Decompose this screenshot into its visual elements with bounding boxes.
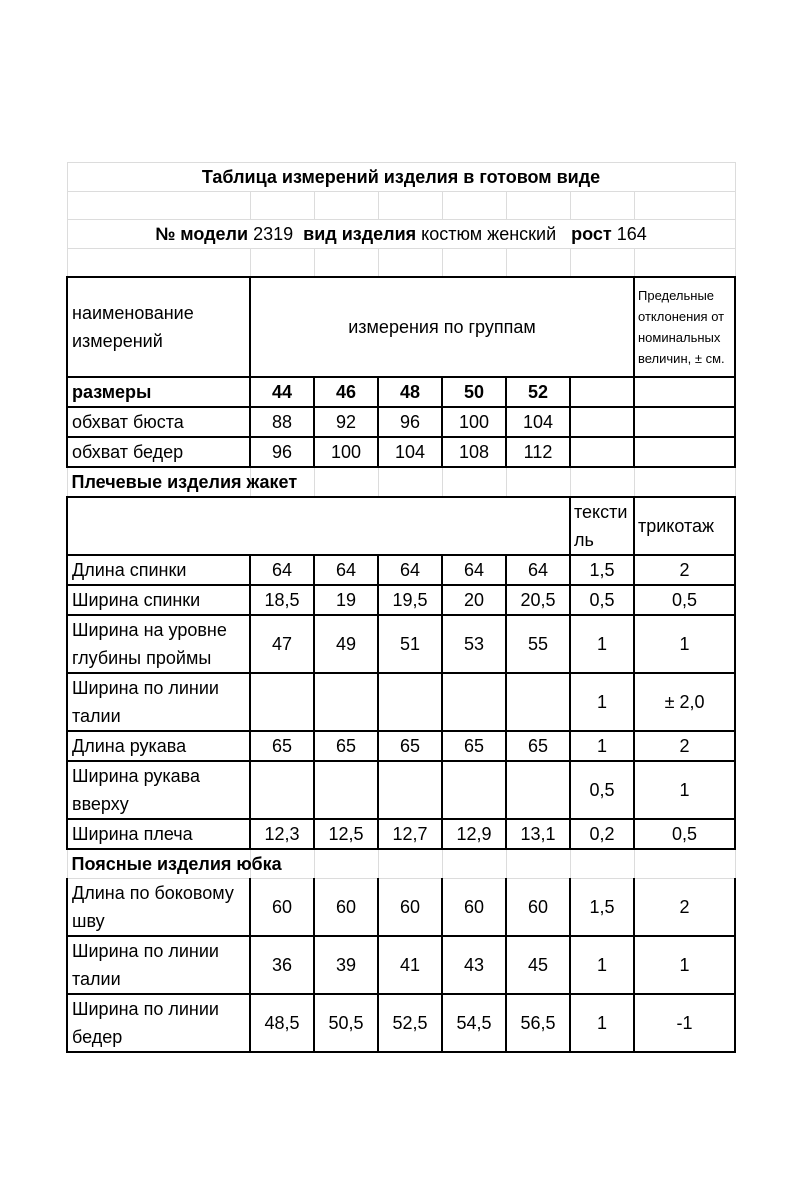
value-cell: 19	[314, 585, 378, 615]
knit-tolerance-cell: 1	[634, 761, 735, 819]
height-label: рост	[571, 224, 612, 244]
textile-tolerance-cell: 1	[570, 615, 634, 673]
sizes-row	[67, 377, 735, 407]
jacket-rows	[67, 555, 735, 849]
value-cell: 47	[250, 615, 314, 673]
value-cell: 100	[442, 407, 506, 437]
product-type-label: вид изделия	[303, 224, 417, 244]
knit-tolerance-cell: 1	[634, 615, 735, 673]
value-cell: 48,5	[250, 994, 314, 1052]
textile-tolerance-cell: 1	[570, 673, 634, 731]
value-cell: 12,3	[250, 819, 314, 849]
value-cell: 64	[378, 555, 442, 585]
value-cell: 12,5	[314, 819, 378, 849]
value-cell: 54,5	[442, 994, 506, 1052]
row-label: обхват бюста	[67, 407, 250, 437]
table-row	[67, 994, 735, 1052]
knit-tolerance-cell: ± 2,0	[634, 673, 735, 731]
value-cell: 60	[250, 878, 314, 936]
value-cell: 64	[442, 555, 506, 585]
value-cell: 49	[314, 615, 378, 673]
table-row	[67, 731, 735, 761]
value-cell: 104	[506, 407, 570, 437]
value-cell: 65	[506, 731, 570, 761]
measurement-table	[66, 162, 736, 1053]
model-number-value: 2319	[253, 224, 294, 244]
value-cell: 50,5	[314, 994, 378, 1052]
textile-tolerance-cell: 0,5	[570, 585, 634, 615]
value-cell: 65	[250, 731, 314, 761]
textile-tolerance-cell: 1,5	[570, 555, 634, 585]
value-cell: 65	[442, 731, 506, 761]
value-cell	[314, 673, 378, 731]
value-cell	[314, 761, 378, 819]
table-row	[67, 407, 735, 437]
row-label: Ширина на уровне глубины проймы	[67, 615, 250, 673]
value-cell: 104	[378, 437, 442, 467]
value-cell: 64	[314, 555, 378, 585]
value-cell: 20,5	[506, 585, 570, 615]
value-cell	[506, 761, 570, 819]
value-cell: 12,7	[378, 819, 442, 849]
value-cell: 64	[506, 555, 570, 585]
knit-tolerance-cell: -1	[634, 994, 735, 1052]
value-cell	[250, 673, 314, 731]
knit-tolerance-cell: 0,5	[634, 819, 735, 849]
textile-tolerance-cell: 1	[570, 936, 634, 994]
value-cell	[378, 761, 442, 819]
measurement-sheet	[66, 162, 734, 1053]
value-cell: 112	[506, 437, 570, 467]
section-title-jacket: Плечевые изделия жакет	[67, 467, 250, 497]
knit-tolerance-cell: 2	[634, 878, 735, 936]
model-number-label: № модели	[155, 224, 249, 244]
value-cell: 65	[378, 731, 442, 761]
row-label: Длина рукава	[67, 731, 250, 761]
value-cell: 19,5	[378, 585, 442, 615]
value-cell: 60	[378, 878, 442, 936]
textile-tolerance-cell: 0,5	[570, 761, 634, 819]
value-cell: 12,9	[442, 819, 506, 849]
textile-tolerance-cell: 1	[570, 731, 634, 761]
value-cell: 92	[314, 407, 378, 437]
textile-tolerance-cell: 0,2	[570, 819, 634, 849]
value-cell: 96	[250, 437, 314, 467]
value-cell: 39	[314, 936, 378, 994]
table-row	[67, 437, 735, 467]
row-label: Ширина по линии бедер	[67, 994, 250, 1052]
row-label: обхват бедер	[67, 437, 250, 467]
value-cell: 36	[250, 936, 314, 994]
header-size-groups: измерения по группам	[250, 277, 634, 377]
value-cell	[506, 673, 570, 731]
value-cell	[378, 673, 442, 731]
table-row	[67, 878, 735, 936]
value-cell: 60	[314, 878, 378, 936]
table-row	[67, 615, 735, 673]
product-type-value: костюм женский	[421, 224, 557, 244]
knit-tolerance-cell: 0,5	[634, 585, 735, 615]
size-cell: 48	[378, 377, 442, 407]
value-cell: 100	[314, 437, 378, 467]
header-tolerance: Предельные отклонения от номинальных величин, ± см.	[634, 277, 735, 377]
value-cell	[250, 761, 314, 819]
section-title-skirt: Поясные изделия юбка	[67, 849, 250, 879]
row-label: Длина по боковому шву	[67, 878, 250, 936]
value-cell: 52,5	[378, 994, 442, 1052]
col-knit: трикотаж	[634, 497, 735, 555]
table-row	[67, 761, 735, 819]
value-cell: 53	[442, 615, 506, 673]
value-cell: 41	[378, 936, 442, 994]
model-info-line	[67, 220, 735, 249]
size-cell: 46	[314, 377, 378, 407]
table-row	[67, 819, 735, 849]
value-cell: 51	[378, 615, 442, 673]
height-value: 164	[616, 224, 647, 244]
value-cell: 18,5	[250, 585, 314, 615]
value-cell: 65	[314, 731, 378, 761]
value-cell: 45	[506, 936, 570, 994]
table-title: Таблица измерений изделия в готовом виде	[67, 163, 735, 192]
table-row	[67, 585, 735, 615]
table-row	[67, 936, 735, 994]
row-label: Ширина по линии талии	[67, 936, 250, 994]
col-textile: тексти ль	[570, 497, 634, 555]
size-cell: 50	[442, 377, 506, 407]
size-cell: 52	[506, 377, 570, 407]
value-cell: 60	[506, 878, 570, 936]
row-label: Длина спинки	[67, 555, 250, 585]
size-cell: 44	[250, 377, 314, 407]
knit-tolerance-cell: 2	[634, 731, 735, 761]
value-cell: 96	[378, 407, 442, 437]
value-cell: 88	[250, 407, 314, 437]
sizes-label: размеры	[67, 377, 250, 407]
value-cell: 60	[442, 878, 506, 936]
value-cell: 55	[506, 615, 570, 673]
value-cell: 43	[442, 936, 506, 994]
skirt-rows	[67, 878, 735, 1052]
value-cell: 56,5	[506, 994, 570, 1052]
header-measurement-name: наименование измерений	[67, 277, 250, 377]
row-label: Ширина плеча	[67, 819, 250, 849]
value-cell	[442, 673, 506, 731]
row-label: Ширина по линии талии	[67, 673, 250, 731]
value-cell	[442, 761, 506, 819]
textile-tolerance-cell: 1	[570, 994, 634, 1052]
table-row	[67, 673, 735, 731]
value-cell: 13,1	[506, 819, 570, 849]
textile-tolerance-cell: 1,5	[570, 878, 634, 936]
value-cell: 64	[250, 555, 314, 585]
row-label: Ширина рукава вверху	[67, 761, 250, 819]
knit-tolerance-cell: 1	[634, 936, 735, 994]
knit-tolerance-cell: 2	[634, 555, 735, 585]
row-label: Ширина спинки	[67, 585, 250, 615]
value-cell: 20	[442, 585, 506, 615]
table-row	[67, 555, 735, 585]
value-cell: 108	[442, 437, 506, 467]
